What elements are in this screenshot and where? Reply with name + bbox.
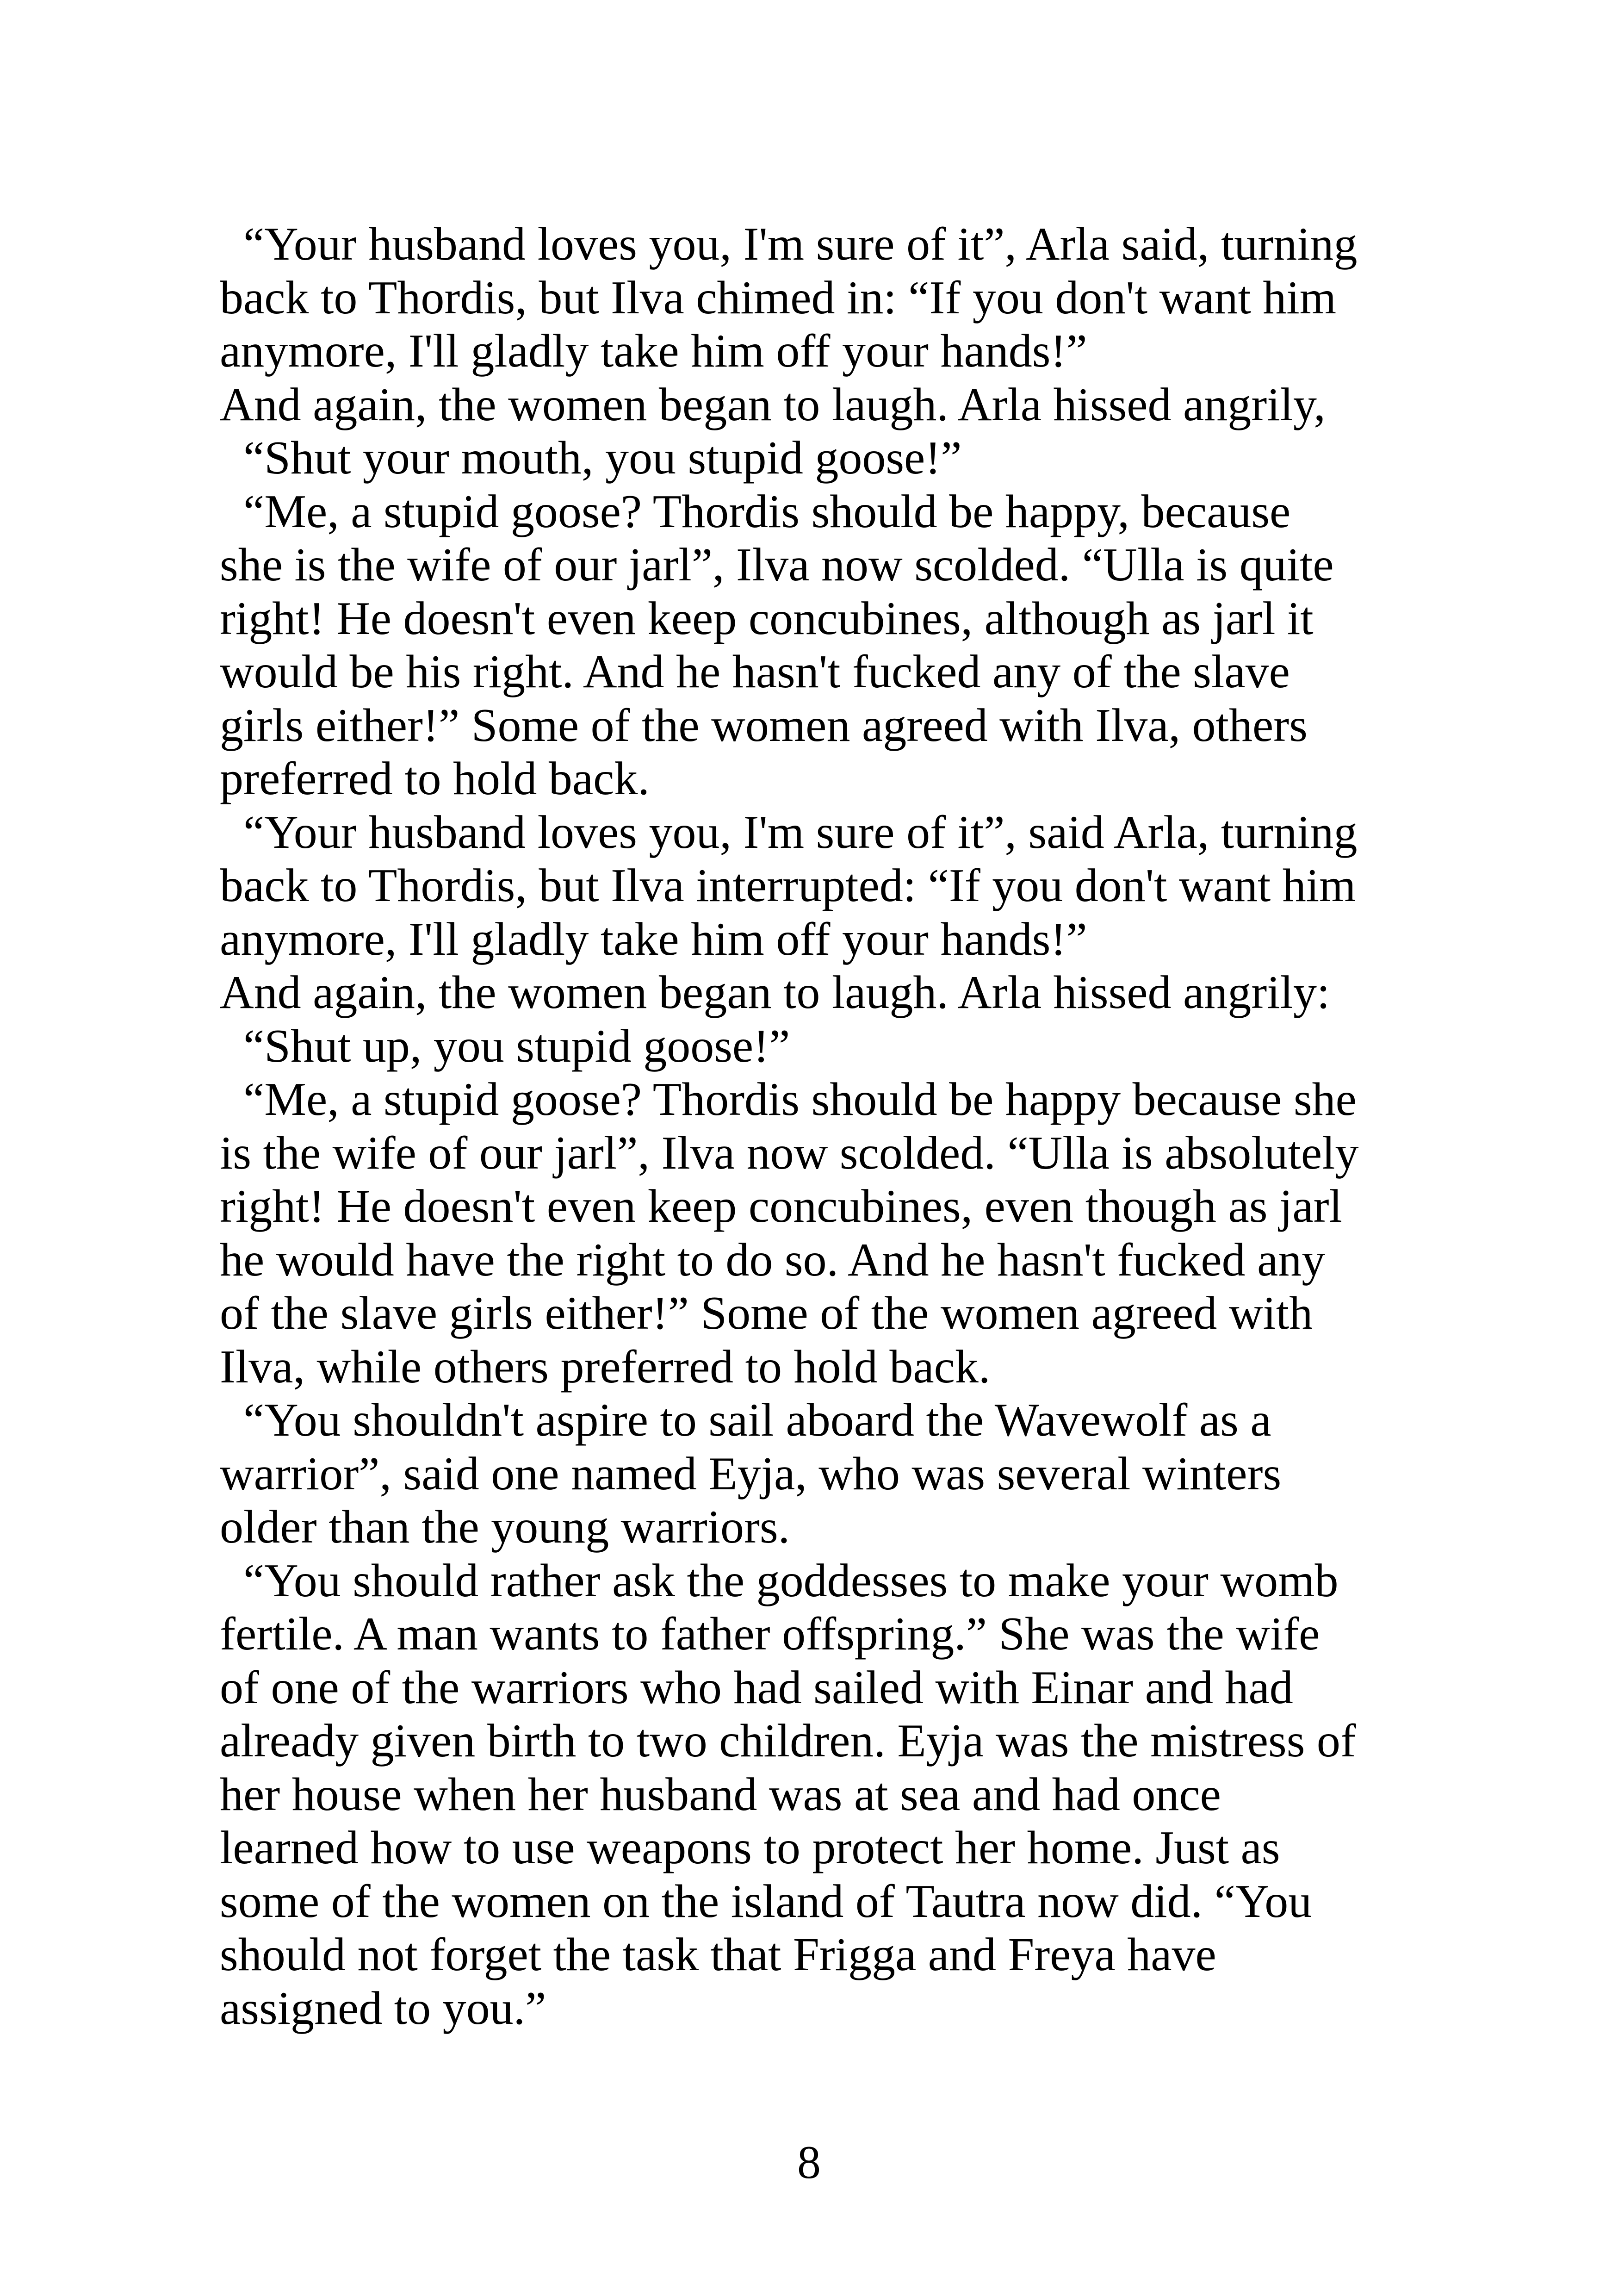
body-text	[220, 218, 1404, 2035]
text-line: And again, the women began to laugh. Arla hissed angrily:	[220, 966, 1330, 1019]
text-line: he would have the right to do so. And he hasn't fucked any	[220, 1233, 1326, 1286]
text-line: “Me, a stupid goose? Thordis should be happy because she	[220, 1073, 1357, 1126]
text-line: “Your husband loves you, I'm sure of it”, said Arla, turning	[220, 806, 1358, 859]
text-line: older than the young warriors.	[220, 1501, 790, 1553]
text-line: she is the wife of our jarl”, Ilva now scolded. “Ulla is quite	[220, 539, 1334, 591]
text-line: “You should rather ask the goddesses to make your womb	[220, 1554, 1339, 1607]
text-line: “Me, a stupid goose? Thordis should be happy, because	[220, 485, 1291, 538]
text-line: warrior”, said one named Eyja, who was several winters	[220, 1447, 1282, 1500]
text-line: would be his right. And he hasn't fucked any of the slave	[220, 646, 1290, 698]
text-line: fertile. A man wants to father offspring.” She was the wife	[220, 1608, 1320, 1660]
text-line: back to Thordis, but Ilva interrupted: “If you don't want him	[220, 859, 1356, 912]
text-line: “Shut up, you stupid goose!”	[220, 1020, 790, 1072]
text-line: right! He doesn't even keep concubines, even though as jarl	[220, 1180, 1342, 1232]
text-line: learned how to use weapons to protect her home. Just as	[220, 1822, 1280, 1874]
text-line: preferred to hold back.	[220, 753, 650, 805]
text-line: girls either!” Some of the women agreed with Ilva, others	[220, 699, 1308, 752]
text-line: anymore, I'll gladly take him off your hands!”	[220, 913, 1087, 965]
text-line: of one of the warriors who had sailed with Einar and had	[220, 1661, 1293, 1714]
text-line: right! He doesn't even keep concubines, although as jarl it	[220, 592, 1314, 645]
text-line: back to Thordis, but Ilva chimed in: “If you don't want him	[220, 271, 1337, 324]
page-number: 8	[797, 2136, 821, 2189]
text-line: “Shut your mouth, you stupid goose!”	[220, 432, 962, 484]
text-line: is the wife of our jarl”, Ilva now scolded. “Ulla is absolutely	[220, 1126, 1359, 1179]
text-line: And again, the women began to laugh. Arla hissed angrily,	[220, 378, 1326, 431]
text-line: of the slave girls either!” Some of the women agreed with	[220, 1287, 1313, 1339]
text-line: some of the women on the island of Tautra now did. “You	[220, 1875, 1312, 1928]
text-line: already given birth to two children. Eyja was the mistress of	[220, 1715, 1356, 1767]
text-line: “Your husband loves you, I'm sure of it”, Arla said, turning	[220, 218, 1358, 270]
text-line: should not forget the task that Frigga and Freya have	[220, 1929, 1216, 1981]
text-line: anymore, I'll gladly take him off your hands!”	[220, 325, 1087, 377]
text-line: her house when her husband was at sea and had once	[220, 1768, 1221, 1821]
text-line: “You shouldn't aspire to sail aboard the Wavewolf as a	[220, 1394, 1271, 1446]
text-line: assigned to you.”	[220, 1982, 546, 2035]
text-line: Ilva, while others preferred to hold back.	[220, 1340, 991, 1393]
